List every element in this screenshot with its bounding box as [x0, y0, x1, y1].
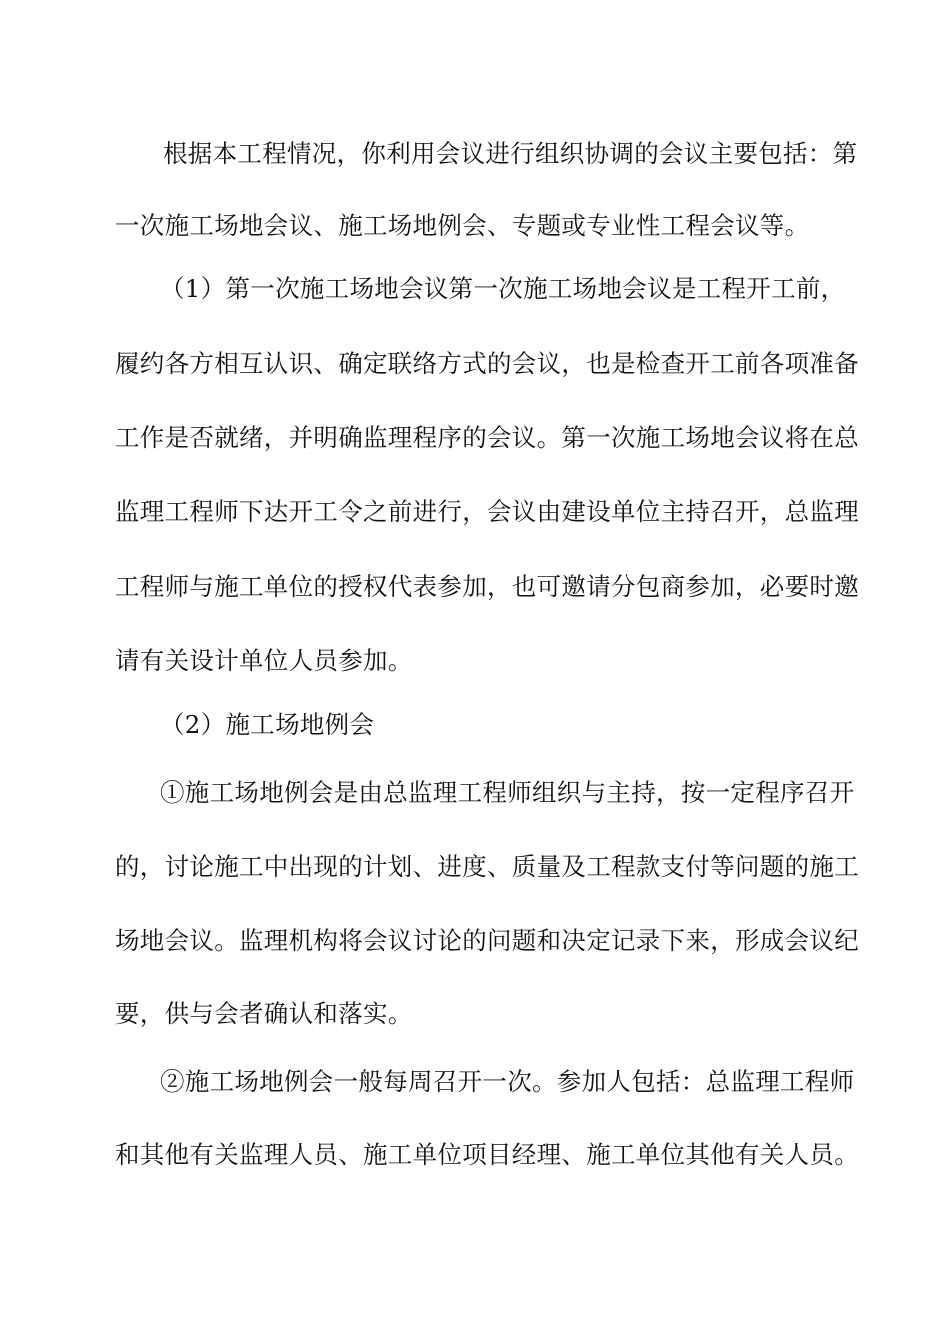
- paragraph-4-line-3: 场地会议。监理机构将会议讨论的问题和决定记录下来，形成会议纪: [115, 926, 859, 955]
- paragraph-4-line-4: 要，供与会者确认和落实。: [115, 999, 413, 1028]
- paragraph-5-line-2: 和其他有关监理人员、施工单位项目经理、施工单位其他有关人员。: [115, 1140, 859, 1169]
- paragraph-2-line-6: 请有关设计单位人员参加。: [115, 646, 413, 675]
- paragraph-1-line-1: 根据本工程情况，你利用会议进行组织协调的会议主要包括：第: [163, 139, 858, 168]
- paragraph-1-line-2: 一次施工场地会议、施工场地例会、专题或专业性工程会议等。: [115, 211, 810, 240]
- paragraph-2-line-1: （1）第一次施工场地会议第一次施工场地会议是工程开工前，: [160, 274, 846, 303]
- paragraph-2-line-4: 监理工程师下达开工令之前进行，会议由建设单位主持召开，总监理: [115, 497, 859, 526]
- paragraph-4-line-2: 的，讨论施工中出现的计划、进度、质量及工程款支付等问题的施工: [115, 852, 859, 881]
- paragraph-3-heading: （2）施工场地例会: [160, 710, 375, 739]
- paragraph-4-line-1: ①施工场地例会是由总监理工程师组织与主持，按一定程序召开: [160, 778, 855, 807]
- paragraph-2-line-3: 工作是否就绪，并明确监理程序的会议。第一次施工场地会议将在总: [115, 423, 859, 452]
- paragraph-2-line-2: 履约各方相互认识、确定联络方式的会议，也是检查开工前各项准备: [115, 349, 859, 378]
- paragraph-5-line-1: ②施工场地例会一般每周召开一次。参加人包括：总监理工程师: [160, 1067, 855, 1096]
- paragraph-2-line-5: 工程师与施工单位的授权代表参加，也可邀请分包商参加，必要时邀: [115, 572, 859, 601]
